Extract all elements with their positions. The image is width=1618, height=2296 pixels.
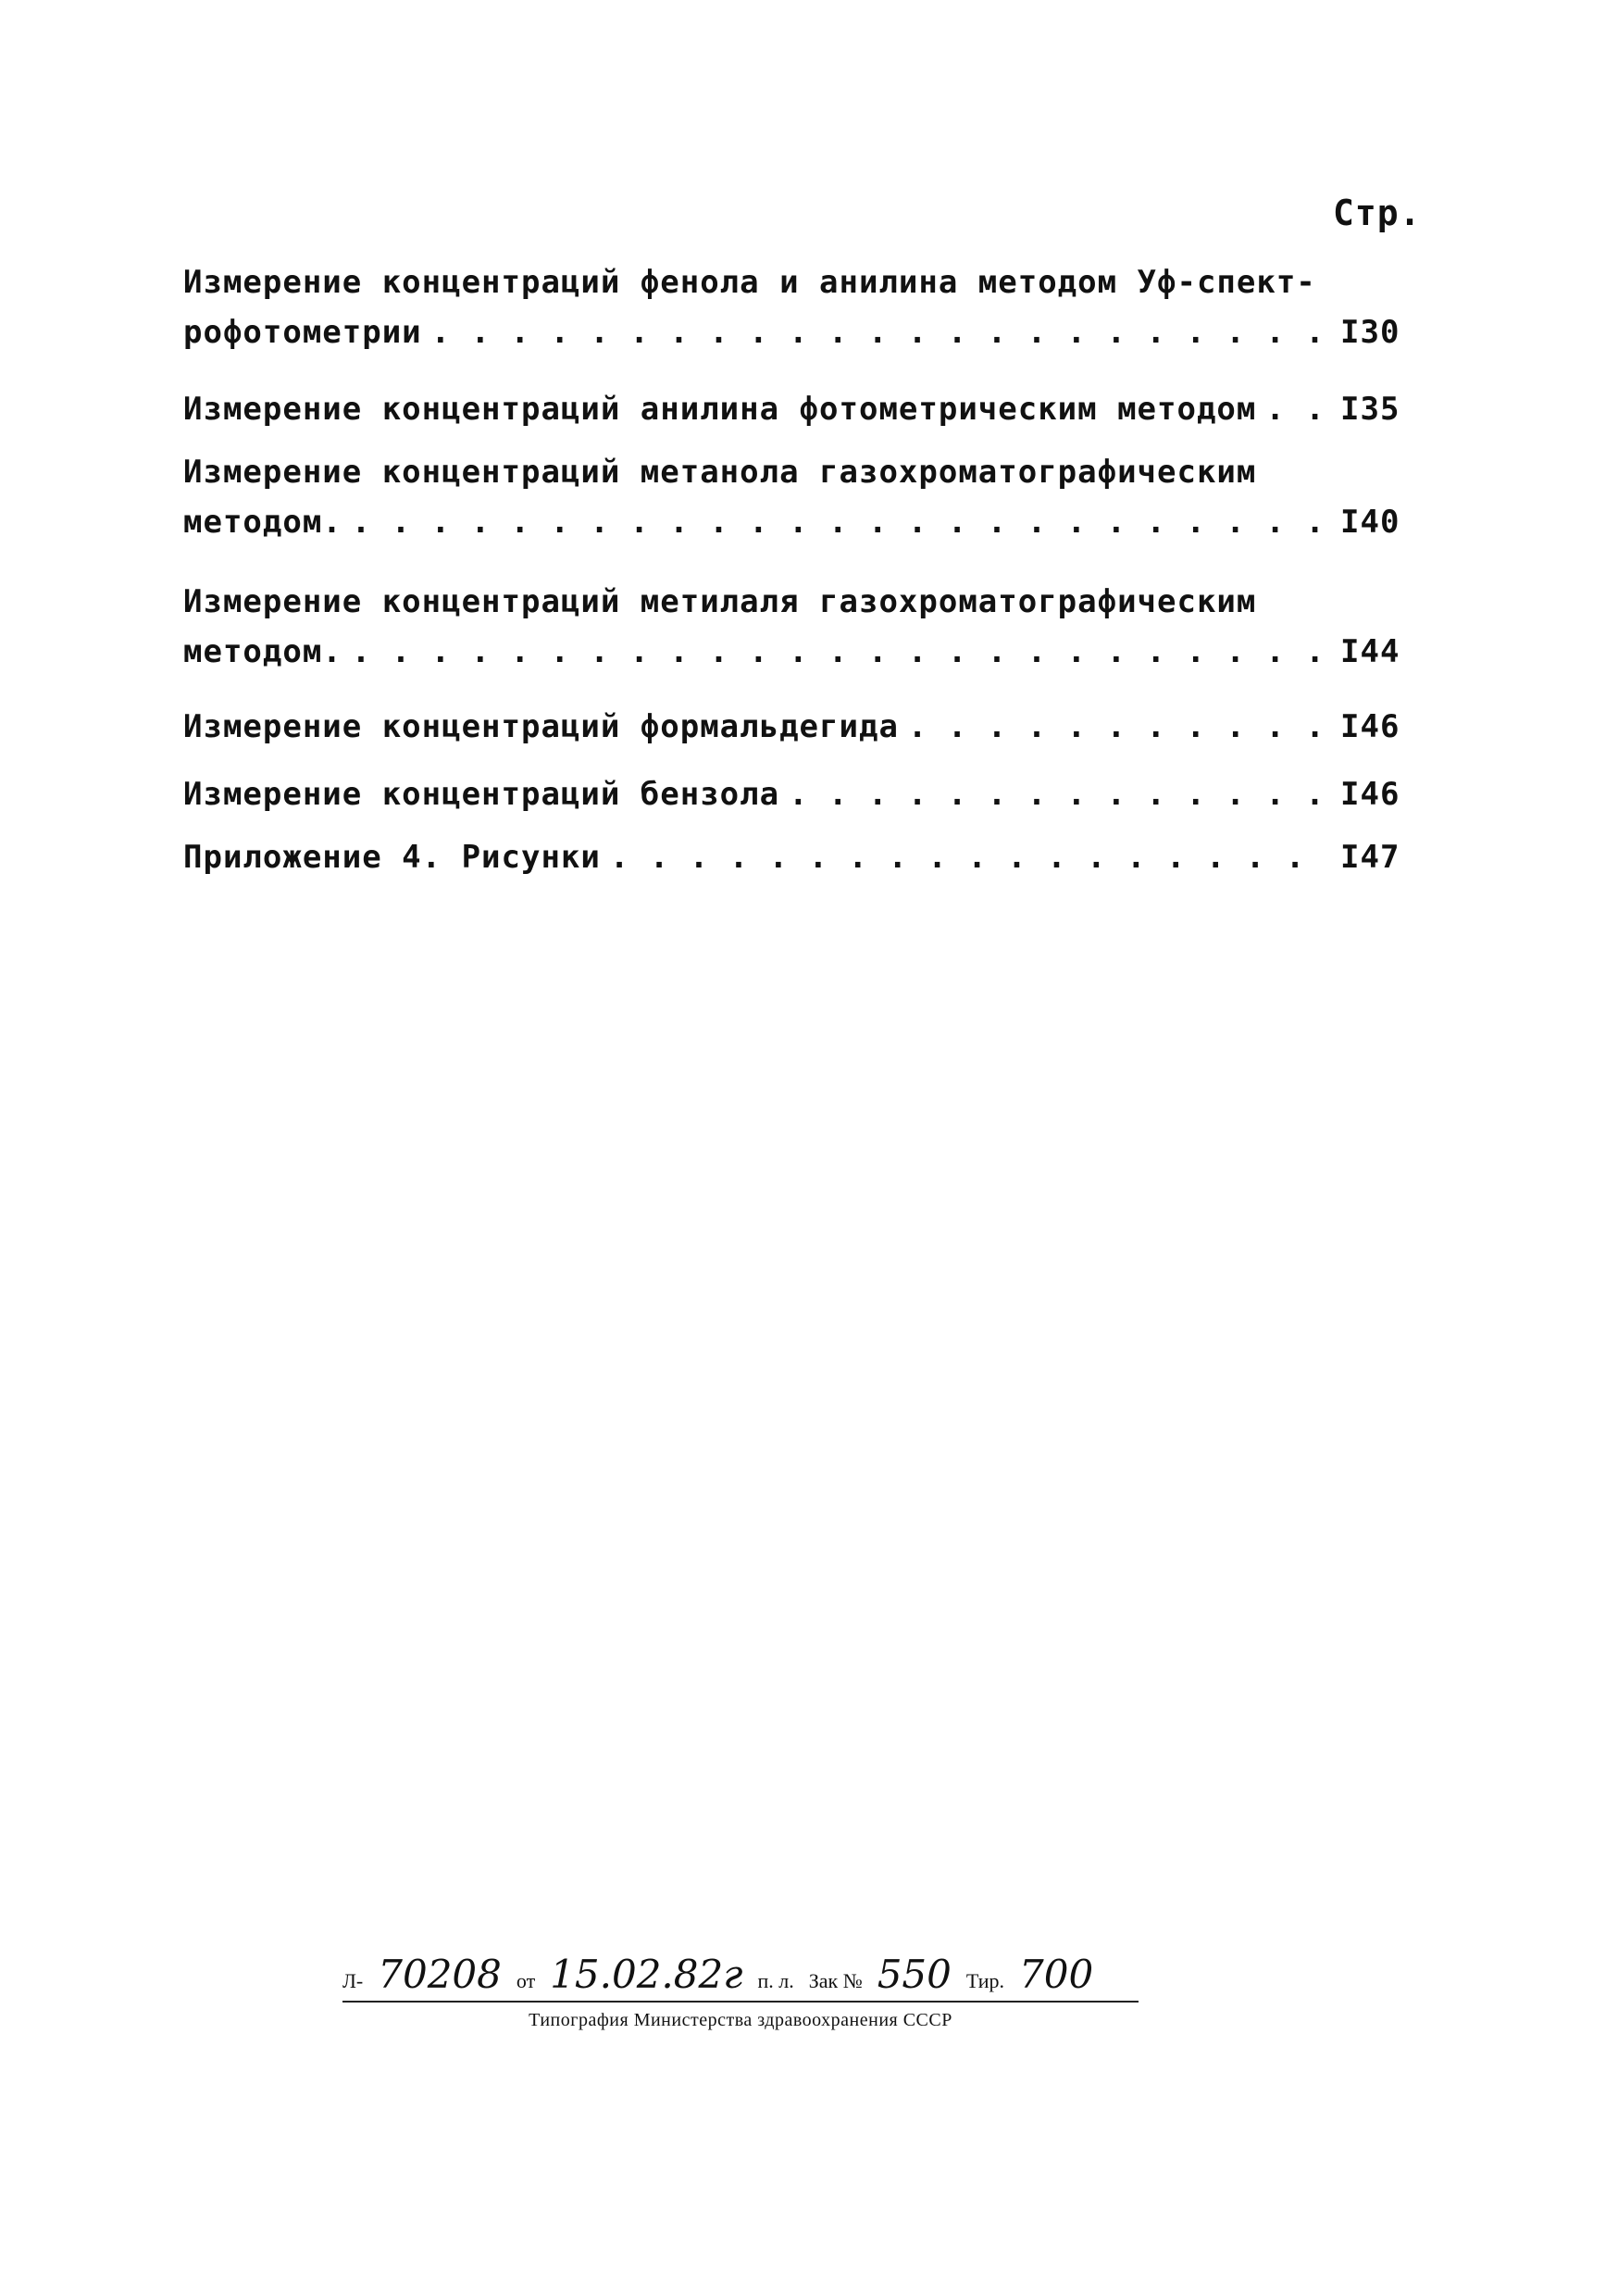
toc-entry-text: Измерение концентраций фенола и анилина методом Уф-спект- (183, 264, 1316, 301)
sheets-label: п. л. (757, 1969, 794, 1992)
toc-entry (183, 264, 1414, 364)
dot-leader (352, 504, 1331, 541)
page-column-header: Стр. (1333, 193, 1422, 233)
dot-leader (1265, 391, 1331, 428)
toc-page-number: I46 (1340, 776, 1400, 813)
printing-imprint (342, 1952, 1139, 2031)
dot-leader (789, 776, 1331, 813)
toc-page-number: I30 (1340, 314, 1400, 351)
toc-page-number: I44 (1340, 633, 1400, 670)
toc-entry-text: Измерение концентраций анилина фотометрическим методом (183, 391, 1257, 428)
toc-entry (183, 391, 1414, 441)
toc-entry-text: Измерение концентраций бензола (183, 776, 780, 813)
license-prefix: Л- (342, 1969, 364, 1992)
toc-page-number: I35 (1340, 391, 1400, 428)
toc-entry (183, 708, 1414, 758)
date-label: от (516, 1969, 536, 1992)
toc-entry-text: методом. (183, 504, 342, 541)
toc-entry-text: Измерение концентраций метанола газохроматографическим (183, 454, 1257, 491)
toc-entry (183, 583, 1414, 683)
toc-entry-text: методом. (183, 633, 342, 670)
signed-date: 15.02.82г (550, 1952, 743, 1997)
print-run: 700 (1019, 1952, 1094, 1997)
toc-entry (183, 839, 1414, 889)
dot-leader (352, 633, 1331, 670)
toc-entry-text: Приложение 4. Рисунки (183, 839, 601, 876)
dot-leader (431, 314, 1331, 351)
printer-name: Типография Министерства здравоохранения СССР (529, 2010, 952, 2030)
toc-page-number: I47 (1340, 839, 1400, 876)
license-number: 70208 (378, 1952, 502, 1997)
toc-entry (183, 776, 1414, 826)
toc-page-number: I40 (1340, 504, 1400, 541)
toc-entry-text: Измерение концентраций формальдегида (183, 708, 899, 745)
toc-entry-text: Измерение концентраций метилаля газохроматографическим (183, 583, 1257, 620)
toc-entry (183, 454, 1414, 554)
toc-page-number: I46 (1340, 708, 1400, 745)
dot-leader (908, 708, 1331, 745)
toc-entry-text: рофотометрии (183, 314, 422, 351)
dot-leader (610, 839, 1331, 876)
order-label: Зак № (808, 1969, 863, 1992)
print-run-label: Тир. (965, 1969, 1005, 1992)
order-number: 550 (877, 1952, 952, 1997)
imprint-line (342, 1952, 1139, 2003)
